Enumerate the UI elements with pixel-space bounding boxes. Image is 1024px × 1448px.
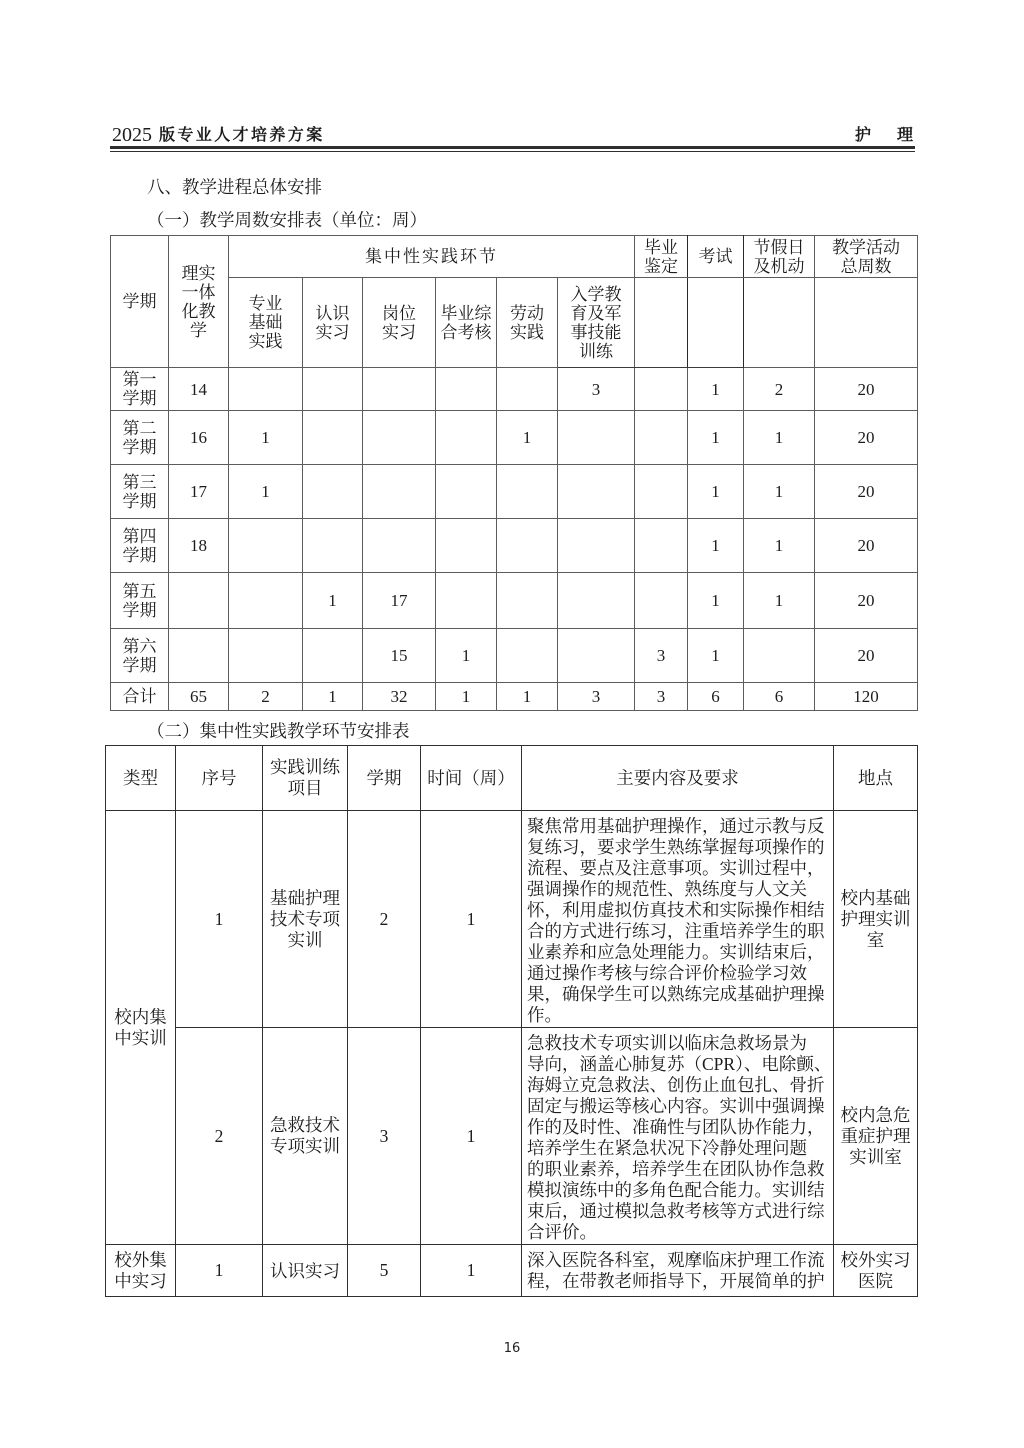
cell-location — [834, 1245, 918, 1297]
cell-project — [263, 811, 348, 1028]
row-label — [111, 465, 169, 519]
cell-total: 20 — [815, 368, 918, 411]
content-line: 固定与搬运等核心内容。实训中强调操 — [527, 1096, 825, 1116]
cell-post-internship: 32 — [363, 683, 436, 711]
cell-comprehensive-assessment — [436, 411, 497, 465]
column-header-weeks: 时间（周） — [421, 746, 522, 811]
content-line: 程，在带教老师指导下，开展简单的护 — [527, 1271, 825, 1291]
cell-integrated: 17 — [169, 465, 229, 519]
header-text: 考试 — [698, 247, 733, 266]
content-line: 培养学生在紧急状况下冷静处理问题 — [527, 1138, 807, 1158]
cell-orientation-military — [558, 519, 635, 573]
type-label: 校外集中实习 — [114, 1249, 167, 1291]
cell-comprehensive-assessment — [436, 465, 497, 519]
cell-integrated — [169, 629, 229, 683]
content-line: 流程、要点及注意事项。实训过程中， — [527, 858, 825, 878]
content-line: 果，确保学生可以熟练完成基础护理操 — [527, 984, 825, 1004]
cell-basic-practice: 1 — [229, 411, 303, 465]
cell-orientation-military: 3 — [558, 683, 635, 711]
cell-exam: 6 — [688, 683, 744, 711]
cell-post-internship: 15 — [363, 629, 436, 683]
cell-orientation-military — [558, 629, 635, 683]
header-text: 节假日及机动 — [753, 237, 805, 276]
row-label — [111, 573, 169, 629]
cell-basic-practice — [229, 573, 303, 629]
cell-weeks: 1 — [421, 1245, 522, 1297]
cell-post-internship — [363, 465, 436, 519]
cell-total: 20 — [815, 411, 918, 465]
row-label — [111, 629, 169, 683]
cell-total: 20 — [815, 519, 918, 573]
row-label: 合计 — [111, 683, 169, 711]
header-text: 专业基础实践 — [248, 294, 283, 351]
project-name: 基础护理技术专项实训 — [270, 887, 340, 950]
cell-graduation-appraisal — [635, 368, 688, 411]
cell-number: 2 — [176, 1028, 263, 1245]
cell-holiday: 1 — [744, 465, 815, 519]
cell-holiday: 1 — [744, 573, 815, 629]
cell-weeks: 1 — [421, 1028, 522, 1245]
empty-header-cell — [815, 278, 918, 368]
cell-exam: 1 — [688, 519, 744, 573]
cell-integrated: 14 — [169, 368, 229, 411]
location-name: 校外实习医院 — [840, 1249, 911, 1291]
cell-total: 120 — [815, 683, 918, 711]
cell-project — [263, 1028, 348, 1245]
cell-holiday: 1 — [744, 519, 815, 573]
header-major: 护 理 — [855, 127, 914, 144]
cell-basic-practice — [229, 368, 303, 411]
semester-label: 第三学期 — [122, 472, 157, 511]
header-text: 劳动实践 — [509, 303, 544, 342]
cell-integrated — [169, 573, 229, 629]
header-text: 岗位实习 — [381, 303, 416, 342]
cell-orientation-military — [558, 465, 635, 519]
table-row — [111, 629, 918, 683]
cell-basic-practice — [229, 629, 303, 683]
table1-subheader-row — [111, 278, 918, 368]
table-row — [111, 573, 918, 629]
cell-comprehensive-assessment — [436, 519, 497, 573]
cell-type — [106, 811, 176, 1245]
cell-post-internship — [363, 411, 436, 465]
header-text: 入学教育及军事技能训练 — [570, 284, 622, 361]
table-row — [106, 1028, 918, 1245]
header-text: 理实一体化教学 — [181, 263, 216, 340]
cell-graduation-appraisal: 3 — [635, 629, 688, 683]
cell-post-internship: 17 — [363, 573, 436, 629]
cell-exam: 1 — [688, 411, 744, 465]
header-text: 学期 — [122, 292, 157, 311]
cell-holiday — [744, 629, 815, 683]
row-label — [111, 519, 169, 573]
column-header-labor-practice — [497, 278, 558, 368]
header-rule-thick — [110, 146, 915, 149]
cell-labor-practice: 1 — [497, 683, 558, 711]
section-title: 八、教学进程总体安排 — [147, 177, 322, 197]
cell-number: 1 — [176, 1245, 263, 1297]
cell-project — [263, 1245, 348, 1297]
column-header-graduation-appraisal — [635, 236, 688, 278]
column-header-content: 主要内容及要求 — [522, 746, 834, 811]
content-line: 业素养和应急处理能力。实训结束后， — [527, 942, 825, 962]
cell-comprehensive-assessment: 1 — [436, 683, 497, 711]
column-header-total — [815, 236, 918, 278]
project-name: 急救技术专项实训 — [270, 1115, 340, 1156]
header-text: 集中性实践环节 — [365, 247, 499, 266]
location-name: 校内急危重症护理实训室 — [840, 1104, 911, 1167]
column-header-exam — [688, 236, 744, 278]
cell-graduation-appraisal — [635, 519, 688, 573]
cell-total: 20 — [815, 629, 918, 683]
column-header-semester — [111, 236, 169, 368]
cell-comprehensive-assessment: 1 — [436, 629, 497, 683]
cell-holiday: 6 — [744, 683, 815, 711]
semester-label: 第二学期 — [122, 418, 157, 457]
header-rule-thin — [110, 151, 915, 152]
cell-graduation-appraisal: 3 — [635, 683, 688, 711]
content-line: 强调操作的规范性、熟练度与人文关 — [527, 879, 807, 899]
content-line: 合评价。 — [527, 1222, 597, 1242]
table1-caption: （一）教学周数安排表（单位：周） — [147, 210, 427, 230]
cell-post-internship — [363, 368, 436, 411]
type-label: 校内集中实训 — [114, 1006, 167, 1048]
content-line: 模拟演练中的多角色配合能力。实训结 — [527, 1180, 825, 1200]
cell-basic-practice: 1 — [229, 465, 303, 519]
semester-label: 第六学期 — [122, 636, 157, 675]
content-line: 的职业素养，培养学生在团队协作急救 — [527, 1159, 825, 1179]
cell-semester: 3 — [348, 1028, 421, 1245]
cell-labor-practice — [497, 519, 558, 573]
cell-holiday: 1 — [744, 411, 815, 465]
table-row — [106, 811, 918, 1028]
cell-number: 1 — [176, 811, 263, 1028]
cell-type — [106, 1245, 176, 1297]
cell-exam: 1 — [688, 465, 744, 519]
column-header-number: 序号 — [176, 746, 263, 811]
cell-exam: 1 — [688, 573, 744, 629]
cell-cognition-internship: 1 — [303, 573, 363, 629]
cell-content — [522, 1028, 834, 1245]
empty-header-cell — [744, 278, 815, 368]
concentrated-practice-table — [105, 745, 918, 1297]
cell-semester: 2 — [348, 811, 421, 1028]
column-header-integrated — [169, 236, 229, 368]
total-row — [111, 683, 918, 711]
table-row — [106, 1245, 918, 1297]
cell-labor-practice — [497, 629, 558, 683]
cell-labor-practice — [497, 368, 558, 411]
cell-total: 20 — [815, 465, 918, 519]
project-name: 认识实习 — [270, 1260, 340, 1281]
semester-label: 第四学期 — [122, 526, 157, 565]
cell-integrated: 18 — [169, 519, 229, 573]
teaching-weeks-table — [110, 235, 918, 711]
cell-weeks: 1 — [421, 811, 522, 1028]
cell-graduation-appraisal — [635, 465, 688, 519]
header-text: 认识实习 — [315, 303, 350, 342]
content-line: 束后，通过模拟急救考核等方式进行综 — [527, 1201, 825, 1221]
cell-cognition-internship: 1 — [303, 683, 363, 711]
content-line: 合的方式进行练习，注重培养学生的职 — [527, 921, 825, 941]
header-year: 2025 — [112, 124, 152, 146]
cell-semester: 5 — [348, 1245, 421, 1297]
content-line: 聚焦常用基础护理操作，通过示教与反 — [527, 816, 825, 836]
column-header-location: 地点 — [834, 746, 918, 811]
cell-graduation-appraisal — [635, 411, 688, 465]
empty-header-cell — [688, 278, 744, 368]
cell-exam: 1 — [688, 368, 744, 411]
empty-header-cell — [635, 278, 688, 368]
cell-holiday: 2 — [744, 368, 815, 411]
header-text: 教学活动总周数 — [832, 237, 901, 276]
cell-cognition-internship — [303, 368, 363, 411]
page-number: 16 — [503, 1341, 521, 1356]
table-row — [111, 465, 918, 519]
cell-comprehensive-assessment — [436, 368, 497, 411]
content-line: 作。 — [527, 1005, 562, 1025]
cell-content — [522, 1245, 834, 1297]
cell-labor-practice: 1 — [497, 411, 558, 465]
content-line: 通过操作考核与综合评价检验学习效 — [527, 963, 807, 983]
row-label — [111, 411, 169, 465]
table2-caption: （二）集中性实践教学环节安排表 — [147, 721, 410, 741]
cell-post-internship — [363, 519, 436, 573]
cell-cognition-internship — [303, 411, 363, 465]
header-text: 毕业鉴定 — [644, 237, 679, 276]
cell-location — [834, 811, 918, 1028]
cell-total: 20 — [815, 573, 918, 629]
content-line: 深入医院各科室，观摩临床护理工作流 — [527, 1250, 825, 1270]
content-line: 复练习，要求学生熟练掌握每项操作的 — [527, 837, 825, 857]
column-header-semester: 学期 — [348, 746, 421, 811]
column-header-project — [263, 746, 348, 811]
cell-cognition-internship — [303, 629, 363, 683]
column-header-comprehensive-assessment — [436, 278, 497, 368]
cell-integrated: 65 — [169, 683, 229, 711]
table-row — [111, 368, 918, 411]
header-text: 毕业综合考核 — [440, 303, 492, 342]
cell-comprehensive-assessment — [436, 573, 497, 629]
column-header-cognition-internship — [303, 278, 363, 368]
cell-labor-practice — [497, 573, 558, 629]
column-header-practice-group — [229, 236, 635, 278]
table-row — [111, 519, 918, 573]
cell-basic-practice — [229, 519, 303, 573]
column-header-basic-practice — [229, 278, 303, 368]
cell-graduation-appraisal — [635, 573, 688, 629]
content-line: 作的及时性、准确性与团队协作能力， — [527, 1117, 825, 1137]
cell-integrated: 16 — [169, 411, 229, 465]
content-line: 导向，涵盖心肺复苏（CPR）、电除颤、 — [527, 1054, 832, 1074]
cell-labor-practice — [497, 465, 558, 519]
semester-label: 第五学期 — [122, 581, 157, 620]
column-header-orientation-military — [558, 278, 635, 368]
column-header-holiday — [744, 236, 815, 278]
cell-exam: 1 — [688, 629, 744, 683]
location-name: 校内基础护理实训室 — [840, 887, 911, 950]
cell-orientation-military: 3 — [558, 368, 635, 411]
header-document-title: 版专业人才培养方案 — [159, 127, 325, 144]
cell-basic-practice: 2 — [229, 683, 303, 711]
row-label — [111, 368, 169, 411]
header-text: 实践训练项目 — [270, 757, 340, 798]
table2-header-row — [106, 746, 918, 811]
content-line: 怀，利用虚拟仿真技术和实际操作相结 — [527, 900, 825, 920]
table1-header-row — [111, 236, 918, 278]
cell-content — [522, 811, 834, 1028]
cell-cognition-internship — [303, 519, 363, 573]
cell-orientation-military — [558, 411, 635, 465]
semester-label: 第一学期 — [122, 370, 157, 408]
cell-cognition-internship — [303, 465, 363, 519]
column-header-post-internship — [363, 278, 436, 368]
content-line: 海姆立克急救法、创伤止血包扎、骨折 — [527, 1075, 825, 1095]
cell-orientation-military — [558, 573, 635, 629]
cell-location — [834, 1028, 918, 1245]
content-line: 急救技术专项实训以临床急救场景为 — [527, 1033, 807, 1053]
column-header-type: 类型 — [106, 746, 176, 811]
table-row — [111, 411, 918, 465]
